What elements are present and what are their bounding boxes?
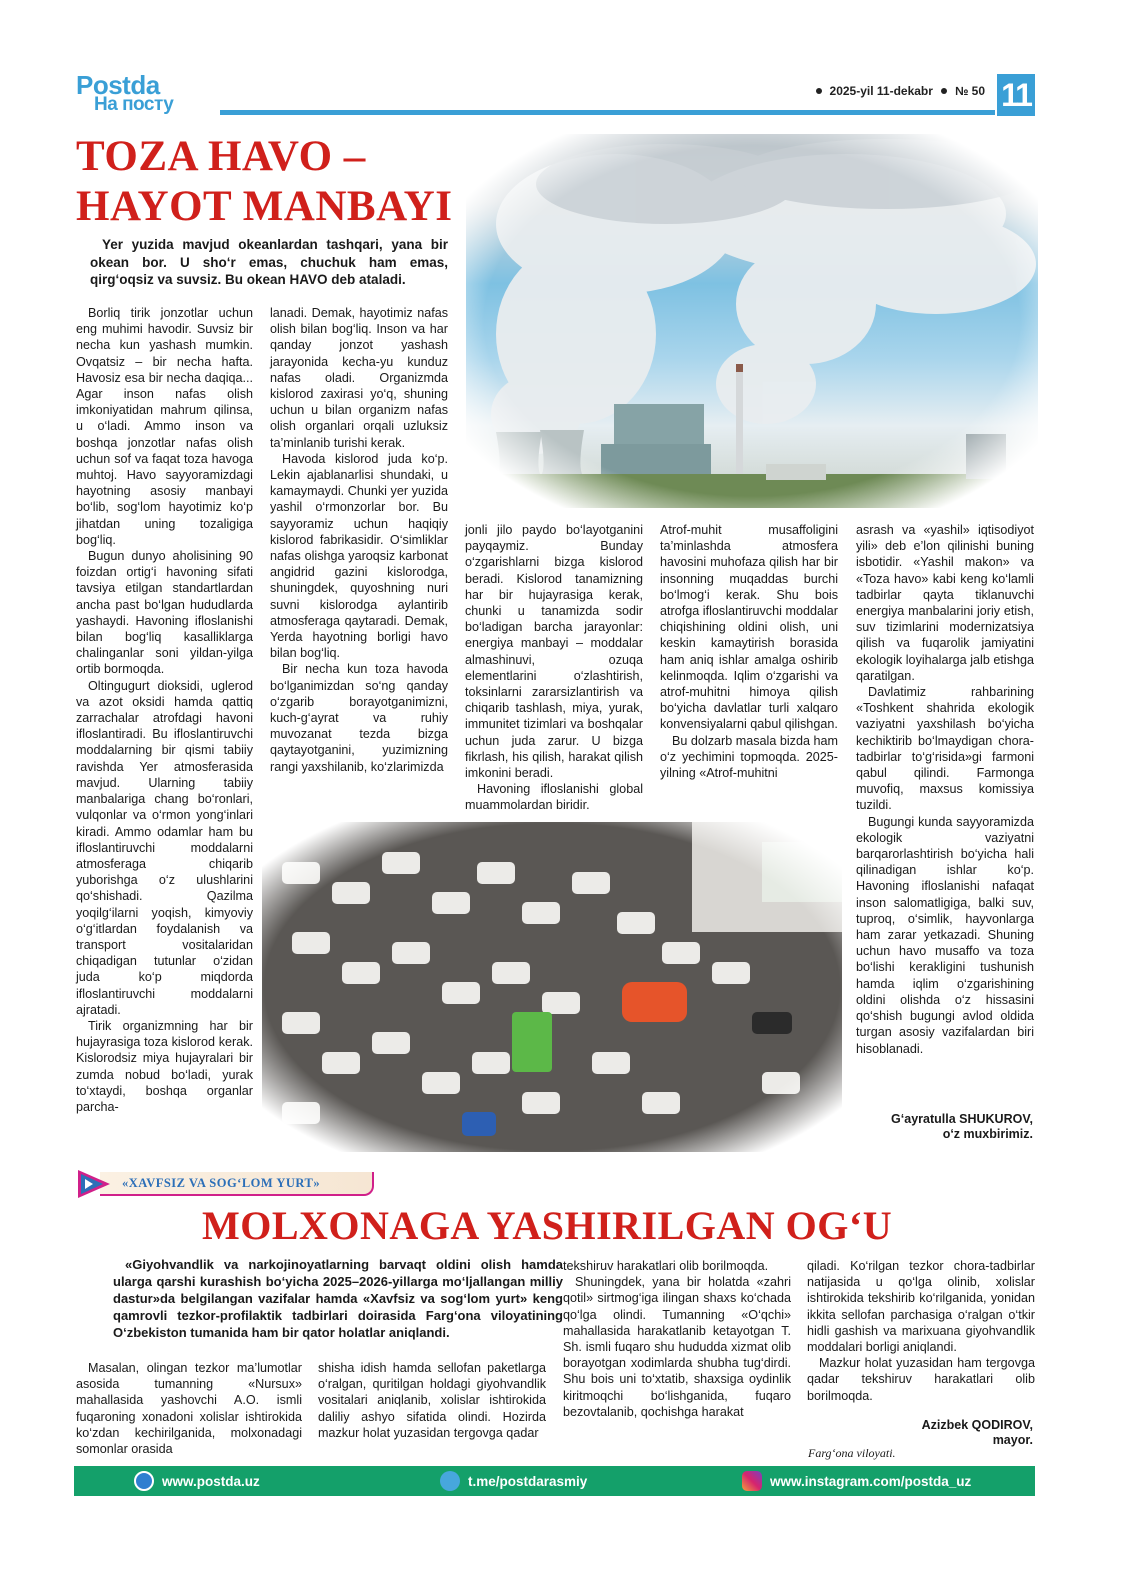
article1-column-5 [856,522,1034,1057]
masthead-logo [76,70,174,115]
article1-column-1 [76,305,253,1115]
paragraph: lanadi. Demak, hayotimiz nafas olish bilan bog‘liq. Inson va har qanday jonzot yashash jarayonida kecha-yu kunduz nafas oladi. Organizmda kislorod zaxirasi yo‘q, shuning uchun u bilan organizm nafas olish organlari orqali uzluksiz ta’minlanib turishi kerak. [270,306,448,450]
footer-website-link[interactable] [134,1471,260,1491]
paragraph: Bugun dunyo aholisining 90 foizdan ortig‘i havoning sifati tavsiya etilgan standartlardan ancha past bo‘lgan hududlarda yashaydi. Havoning ifloslanishi bilan bog‘liq kasalliklarga chalinganlar soni yildan-yilga ortib bormoqda. [76,549,253,677]
telegram-icon [440,1471,460,1491]
issue-info [816,84,985,98]
paragraph: Shuningdek, yana bir holatda «zahri qotil» sirtmog‘iga ilingan shaxs ko‘chada qo‘lga olindi. Tumanning «O‘qchi» mahallasida harakatlanib ketayotgan T. Sh. ismli fuqaro shu hududda xizmat olib borayotgan xodimlarda shubha tug‘dirdi. Shu bois uni to‘xtatib, shaxsiga oydinlik kiritmoqchi bo‘lishganida, fuqaro bezovtalanib, qochishga harakat [563,1275,791,1419]
author-name: G‘ayratulla SHUKUROV, [891,1112,1033,1126]
article2-column-4 [807,1258,1035,1404]
paragraph: shisha idish hamda sellofan paketlarga o‘ralgan, quritilgan holdagi giyohvandlik vositalari aniqlanib, xolislar ishtirokida daliliy ashyo sifatida olindi. Hozirda mazkur holat yuzasidan tergovga qadar [318,1361,546,1440]
website-label: www.postda.uz [162,1473,260,1489]
factory-smokestacks-photo [466,134,1038,508]
article2-byline [922,1418,1033,1448]
headline-line-1: TOZA HAVO – [76,133,366,180]
traffic-jam-photo [262,822,842,1152]
triangle-arrow-icon [76,1168,114,1200]
instagram-label: www.instagram.com/postda_uz [770,1473,972,1489]
logo-na-postu: На посту [94,94,174,115]
article2-headline: MOLXONAGA YASHIRILGAN OG‘U [202,1203,893,1248]
rubric-banner [76,1168,376,1200]
paragraph: Havoning ifloslanishi global muammolardan biridir. [465,782,643,813]
article2-place: Farg‘ona viloyati. [808,1446,896,1460]
footer-instagram-link[interactable] [742,1471,971,1491]
issue-number: № 50 [954,84,985,98]
paragraph: Bu dolzarb masala bizda ham o‘z yechimini topmoqda. 2025-yilning «Atrof-muhitni [660,733,838,781]
author-role: mayor. [992,1433,1033,1447]
page-number: 11 [997,74,1035,116]
paragraph: qiladi. Ko‘rilgan tezkor chora-tadbirlar natijasida u qo‘lga olinib, xolislar ishtirokida tekshirib ko‘rilganida, yonidan ikkita sellofan parchasiga o‘ralgan o‘tkir hidli gashish va marixuana giyohvandlik moddalari borligi aniqlandi. [807,1259,1035,1355]
telegram-label: t.me/postdarasmiy [468,1473,588,1489]
author-name: Azizbek QODIROV, [921,1418,1033,1432]
article1-byline [891,1112,1033,1142]
instagram-icon [742,1471,762,1491]
paragraph: Havoda kislorod juda ko‘p. Lekin ajablanarlisi shundaki, u kamaymaydi. Chunki yer yuzida yashil o‘rmonzorlar bor. Bu sayyoramiz uchun haqiqiy kislorod fabrikasidir. O‘simliklar nafas olishga yaroqsiz karbonat angidrid gazini kislorodga, shuningdek, quyoshning nuri suvni kislorodga aylantirib atmosferaga qaytaradi. Demak, Yerda hayotning borligi havo bilan bog‘liq. [270,451,448,661]
article1-column-2 [270,305,448,775]
issue-date: 2025-yil 11-dekabr [829,84,933,98]
paragraph: Borliq tirik jonzotlar uchun eng muhimi havodir. Suvsiz bir necha kun yashash mumkin. Ovqatsiz – bir necha hafta. Havosiz esa bir necha daqiqa... Agar inson nafas olish imkoniyatidan mahrum qilinsa, u o‘ladi. Ammo inson va boshqa jonzotlar nafas olish uchun sof va faqat toza havoga muhtoj. Havo sayyoramizdagi hayotning asosiy manbayi bo‘lib, sog‘lom hayotimiz ko‘p jihatdan uning tozaligiga bog‘liq. [76,306,253,547]
rubric-label: «XAVFSIZ VA SOG‘LOM YURT» [122,1176,321,1190]
footer-bar [74,1466,1035,1496]
article2-column-1 [76,1360,302,1457]
logo-postda: Postda [76,70,160,100]
paragraph: Tirik organizmning har bir hujayrasiga toza kislorod kerak. Kislorodsiz miya hujayralari bir zumda nobud bo‘ladi, yurak to‘xtaydi, boshqa organlar parcha- [76,1018,253,1114]
paragraph: Masalan, olingan tezkor ma’lumotlar asosida tumanning «Nursux» mahallasida yashovchi A.O. ismli fuqaroning xonadoni xolislar ishtirokida ko‘zdan kechirilganida, molxonadagi somonlar orasida [76,1361,302,1457]
paragraph: Bir necha kun toza havoda bo‘lganimizdan so‘ng qanday o‘zgarib borayotganimizni, kuch-g‘ayrat va ruhiy muvozanat tezda bizga qaytayotganini, yuzimizning rangi yaxshilanib, ko‘zlarimizda [270,662,448,774]
article1-column-4 [660,522,838,781]
paragraph: Bugungi kunda sayyoramizda ekologik vaziyatni barqarorlashtirish bo‘yicha hali qilinadigan ishlar ko‘p. Havoning ifloslanishi nafaqat inson salomatligiga, balki suv, tuproq, o‘simlik, hayvonlarga ham zarar yetkazadi. Shuning uchun havo musaffo va toza bo‘lishi kerakligini tushunish hamda iqlim o‘zgarishining oldini olishda o‘z hissasini qo‘shish bugungi avlod oldida turgan asosiy vazifalardan biri hisoblanadi. [856,814,1034,1056]
paragraph: Mazkur holat yuzasidan ham tergovga qadar tekshiruv harakatlari olib borilmoqda. [807,1356,1035,1403]
article1-lead: Yer yuzida mavjud okeanlardan tashqari, yana bir okean bor. U sho‘r emas, chuchuk ham emas, qirg‘oqsiz va suvsiz. Bu okean HAVO deb ataladi. [90,237,448,287]
article2-column-3 [563,1258,791,1420]
article1-headline [76,132,452,232]
factory-illustration [466,134,1038,508]
paragraph: jonli jilo paydo bo‘layotganini payqaymiz. Bunday o‘zgarishlarni bizga kislorod beradi. Kislorod tanamizning har bir hujayrasiga kerak, chunki u tanamizda sodir bo‘ladigan barcha jarayonlar: energiya manbayi – moddalar almashinuvi, ozuqa elementlarini o‘zlashtirish, toksinlarni zararsizlantirish va chiqarib tashlash, miya, yurak, immunitet tizimlari va boshqalar uchun juda zarur. U bizga fikrlash, his qilish, harakat qilish imkonini beradi. [465,523,643,781]
traffic-illustration [262,822,842,1152]
bullet-icon [816,88,822,94]
article2-column-2 [318,1360,546,1441]
paragraph: Atrof-muhit musaffoligini ta’minlashda atmosfera havosini muhofaza qilish har bir insonning muqaddas burchi bo‘lmog‘i kerak. Shu bois atrofga ifloslantiruvchi moddalar chiqishining oldini olish, uni keskin kamaytirish borasida ham aniq ishlar amalga oshirib kelinmoqda. Iqlim o‘zgarishi va atrof-muhitni himoya qilish bo‘yicha davlatlar turli xalqaro konvensiyalarni qabul qilishgan. [660,523,838,732]
paragraph: tekshiruv harakatlari olib borilmoqda. [563,1259,769,1273]
headline-line-2: HAYOT MANBAYI [76,183,453,230]
paragraph: Oltingugurt dioksidi, uglerod va azot oksidi hamda qattiq zarrachalar atrofdagi havoni ifloslantiradi. Bu ifloslantiruvchi moddalarning bir qismi tabiiy ravishda Yer atmosferasida mavjud. Ularning tabiiy manbalariga chang bo‘ronlari, vulqonlar va o‘rmon yong‘inlari kiradi. Ammo odamlar ham bu ifloslantiruvchi moddalarni atmosferaga chiqarib yuborishga o‘z ulushlarini qo‘shishadi. Qazilma yoqilg‘ilarni yoqish, kimyoviy o‘g‘itlardan foydalanish va transport vositalaridan chiqadigan tutunlar o‘zidan juda ko‘p miqdorda ifloslantiruvchi moddalarni ajratadi. [76,678,253,1017]
article2-lead: «Giyohvandlik va narkojinoyatlarning barvaqt oldini olish hamda ularga qarshi kurashish bo‘yicha 2025–2026-yillarga mo‘ljallangan milliy dastur»da belgilangan vazifalar hamda «Xavfsiz va sog‘lom yurt» keng qamrovli tezkor-profilaktik tadbirlari doirasida Farg‘ona viloyatining O‘zbekiston tumanida ham bir qator holatlar aniqlandi. [113,1257,563,1340]
bullet-icon [941,88,947,94]
globe-icon [134,1471,154,1491]
author-role: o‘z muxbirimiz. [942,1127,1033,1141]
footer-telegram-link[interactable] [440,1471,587,1491]
paragraph: Davlatimiz rahbarining «Toshkent shahrida ekologik vaziyatni yaxshilash bo‘yicha kechiktirib bo‘lmaydigan chora-tadbirlar to‘g‘risida»gi farmoni qabul qilindi. Farmonga muvofiq, maxsus komissiya tuzildi. [856,685,1034,813]
paragraph: asrash va «yashil» iqtisodiyot yili» deb e’lon qilinishi buning isbotidir. «Yashil makon» va «Toza havo» kabi keng ko‘lamli tadbirlar qayta tiklanuvchi energiya manbalarini joriy etish, suv tizimlarini modernizatsiya qilish va fuqarolik jamiyatini ekologik loyihalarga jalb etishga qaratilgan. [856,523,1034,683]
header-rule [220,110,995,115]
article1-column-3 [465,522,643,814]
